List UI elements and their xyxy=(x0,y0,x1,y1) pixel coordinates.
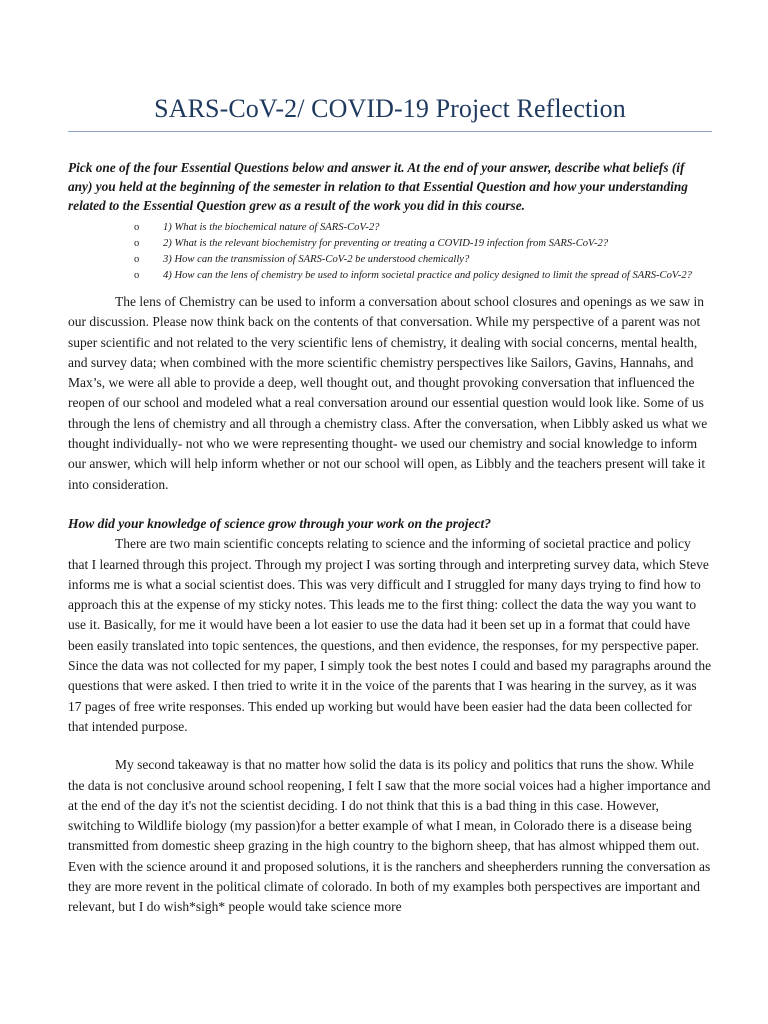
page-title: SARS-CoV-2/ COVID-19 Project Reflection xyxy=(154,94,626,123)
bullet-icon: o xyxy=(134,270,140,281)
essential-questions-list xyxy=(68,220,712,284)
list-item xyxy=(134,236,712,252)
answer-paragraph: The lens of Chemistry can be used to inform a conversation about school closures and openings as we saw in our discussion. Please now think back on the contents of that conversation. While my perspective of a parent was not super scientific and not related to the very scientific lens of chemistry, it dealing with social concerns, mental health, and survey data; when combined with the more scientific chemistry perspectives like Sailors, Gavins, Hannahs, and Max’s, we were all able to provide a deep, well thought out, and thought provoking conversation that influenced the reopen of our school and modeled what a real conversation around our essential question would look like. Some of us through the lens of chemistry and all through a chemistry class. After the conversation, when Libbly asked us what we thought individually- not who we were representing thought- we used our chemistry and social knowledge to inform our answer, which will help inform whether or not our school will open, as Libbly and the teachers present will take it into consideration. xyxy=(68,294,708,492)
question-text: 3) How can the transmission of SARS-CoV-2 be understood chemically? xyxy=(163,254,470,265)
section-heading: How did your knowledge of science grow through your work on the project? xyxy=(68,515,492,531)
bullet-icon: o xyxy=(134,238,140,249)
body-paragraph: There are two main scientific concepts relating to science and the informing of societal practice and policy that I learned through this project. Through my project I was sorting through and interpreting survey data, which Steve informs me is what a social scientist does. This was very difficult and I struggled for many days trying to find how to approach this at the expense of my sticky notes. This leads me to the first thing: collect the data the way you want to use it. Basically, for me it would have been a lot easier to use the data had it been set up in a format that could have been easily translated into topic sentences, the questions, and then evidence, the responses, for my perspective paper. Since the data was not collected for my paper, I simply took the best notes I could and based my paragraphs around the questions that were asked. I then tried to write it in the voice of the parents that I was hearing in the survey, as it was 17 pages of free write responses. This ended up working but would have been easier had the data been collected for that intended purpose. xyxy=(68,536,712,734)
body-paragraph: My second takeaway is that no matter how solid the data is its policy and politics that runs the show. While the data is not conclusive around school reopening, I felt I saw that the more social voices had a higher importance and at the end of the day it's not the scientist deciding. I do not think that this is a bad thing in this case. However, switching to Wildlife biology (my passion)for a better example of what I mean, in Colorado there is a disease being transmitted from domestic sheep grazing in the high country to the bighorn sheep, that has almost whipped them out. Even with the science around it and proposed solutions, it is the ranchers and sheepherders running the conversation as they are more revent in the political climate of colorado. In both of my examples both perspectives are important and relevant, but I do wish*sigh* people would take science more xyxy=(68,757,711,915)
list-item xyxy=(134,268,712,284)
list-item xyxy=(134,220,712,236)
assignment-prompt: Pick one of the four Essential Questions below and answer it. At the end of your answer, describe what beliefs (if any) you held at the beginning of the semester in relation to that Essential Question and how your understanding related to the Essential Question grew as a result of the work you did in this course. xyxy=(68,160,688,213)
question-text: 1) What is the biochemical nature of SARS-CoV-2? xyxy=(163,222,380,233)
question-text: 2) What is the relevant biochemistry for preventing or treating a COVID-19 infection from SARS-CoV-2? xyxy=(163,238,609,249)
bullet-icon: o xyxy=(134,254,140,265)
bullet-icon: o xyxy=(134,222,140,233)
question-text: 4) How can the lens of chemistry be used to inform societal practice and policy designed to limit the spread of SARS-CoV-2? xyxy=(163,270,692,281)
title-divider xyxy=(68,131,712,132)
list-item xyxy=(134,252,712,268)
